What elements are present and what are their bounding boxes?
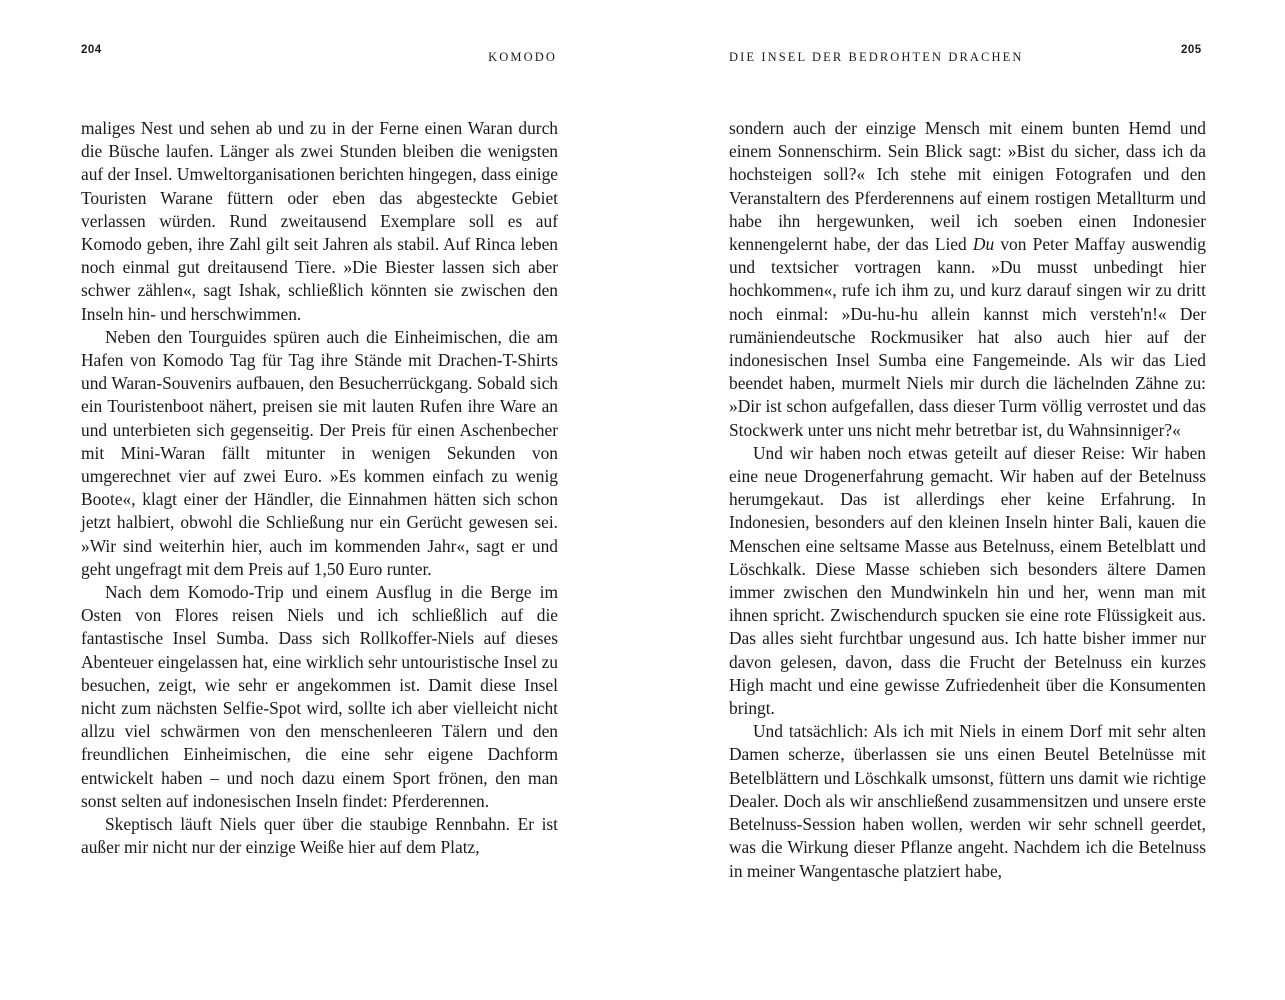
paragraph: Und wir haben noch etwas geteilt auf dieser Reise: Wir haben eine neue Drogenerfahrung gemacht. Wir haben auf der Betelnuss herumgekaut. Das ist allerdings eher keine Erfahrung. In Indonesien, besonders auf den kleinen Inseln hinter Bali, kauen die Menschen eine seltsame Masse aus Betelnuss, einem Betelblatt und Löschkalk. Diese Masse schieben sich besonders ältere Damen immer zwischen den Mundwinkeln hin und her, wenn man mit ihnen spricht. Zwischendurch spucken sie eine rote Flüssigkeit aus. Das alles sieht furchtbar ungesund aus. Ich hatte bisher immer nur davon gelesen, davon, dass die Frucht der Betelnuss ein kurzes High macht und eine gewisse Zufriedenheit über die Konsumenten bringt. — [729, 442, 1206, 719]
song-title: Du — [972, 234, 995, 255]
page-number-left: 204 — [81, 44, 102, 56]
right-page — [642, 0, 1285, 1000]
running-head-right: DIE INSEL DER BEDROHTEN DRACHEN — [729, 50, 1024, 64]
paragraph: Nach dem Komodo-Trip und einem Ausflug in die Berge im Osten von Flores reisen Niels und ich schließlich auf die fantastische Insel Sumba. Dass sich Rollkoffer-Niels auf dieses Abenteuer eingelassen hat, eine wirklich sehr untouristische Insel zu besuchen, zeigt, wie sehr er angekommen ist. Damit diese Insel nicht zum nächsten Selfie-Spot wird, sollte ich aber vielleicht nicht allzu viel schwärmen von den menschenleeren Tälern und den freundlichen Einheimischen, die eine sehr eigene Dachform entwickelt haben – und noch dazu einem Sport frönen, den man sonst selten auf indonesischen Inseln findet: Pferderennen. — [81, 582, 558, 811]
paragraph: maliges Nest und sehen ab und zu in der Ferne einen Waran durch die Büsche laufen. Länger als zwei Stunden bleiben die wenigsten auf der Insel. Umweltorganisationen berichten hingegen, dass einige Touristen Warane füttern oder eben das abgesteckte Gebiet verlassen würden. Rund zweitausend Exemplare soll es auf Komodo geben, ihre Zahl gilt seit Jahren als stabil. Auf Rinca leben noch einmal gut dreitausend Tiere. »Die Biester lassen sich aber schwer zählen«, sagt Ishak, schließlich könnten sie zwischen den Inseln hin- und herschwimmen. — [81, 118, 558, 324]
body-text-left — [81, 117, 558, 860]
paragraph — [729, 117, 1206, 442]
paragraph: Neben den Tourguides spüren auch die Einheimischen, die am Hafen von Komodo Tag für Tag ihre Stände mit Drachen-T-Shirts und Waran-Souvenirs aufbauen, den Besucherrückgang. Sobald sich ein Touristenboot nähert, preisen sie mit lauten Rufen ihre Ware an und unterbieten sich gegenseitig. Der Preis für einen Aschenbecher mit Mini-Waran fällt mitunter in wenigen Sekunden von umgerechnet vier auf zwei Euro. »Es kommen einfach zu wenig Boote«, klagt einer der Händler, die Einnahmen hätten sich schon jetzt halbiert, obwohl die Schließung nur ein Gerücht gewesen sei. »Wir sind weiterhin hier, auch im kommenden Jahr«, sagt er und geht ungefragt mit dem Preis auf 1,50 Euro runter. — [81, 326, 558, 579]
page-number-right: 205 — [1181, 44, 1202, 56]
paragraph: Und tatsächlich: Als ich mit Niels in einem Dorf mit sehr alten Damen scherze, überlassen sie uns einen Beutel Betelnüsse mit Betelblättern und Löschkalk umsonst, füttern uns damit wie richtige Dealer. Doch als wir anschließend zusammensitzen und unsere erste Betelnuss-Session haben wollen, werden wir sehr schnell geerdet, was die Wirkung dieser Pflanze angeht. Nachdem ich die Betelnuss in meiner Wangentasche platziert habe, — [729, 721, 1206, 881]
left-page — [0, 0, 642, 1000]
paragraph: Skeptisch läuft Niels quer über die staubige Rennbahn. Er ist außer mir nicht nur der einzige Weiße hier auf dem Platz, — [81, 814, 558, 858]
body-text-right — [729, 117, 1206, 883]
paragraph-text: sondern auch der einzige Mensch mit einem bunten Hemd und einem Sonnenschirm. Sein Blick sagt: »Bist du sicher, dass ich da hochsteigen soll?« Ich stehe mit einigen Fotografen und den Veranstaltern des Pferderennens auf einem rostigen Metallturm und habe ihn hergewunken, weil ich soeben einen Indonesier kennengelernt habe, der das Lied — [729, 118, 1206, 255]
running-head-left: KOMODO — [488, 50, 557, 64]
paragraph-text: von Peter Maffay auswendig und textsicher vortragen kann. »Du musst unbedingt hier hochkommen«, rufe ich ihm zu, und kurz darauf singen wir zu dritt noch einmal: »Du-hu-hu allein kannst mich versteh'n!« Der rumäniendeutsche Rockmusiker hat also auch hier auf der indonesischen Insel Sumba eine Fangemeinde. Als wir das Lied beendet haben, murmelt Niels mir durch die lächelnden Zähne zu: »Dir ist schon aufgefallen, dass dieser Turm völlig verrostet und das Stockwerk unter uns nicht mehr betretbar ist, du Wahnsinniger?« — [729, 234, 1207, 440]
